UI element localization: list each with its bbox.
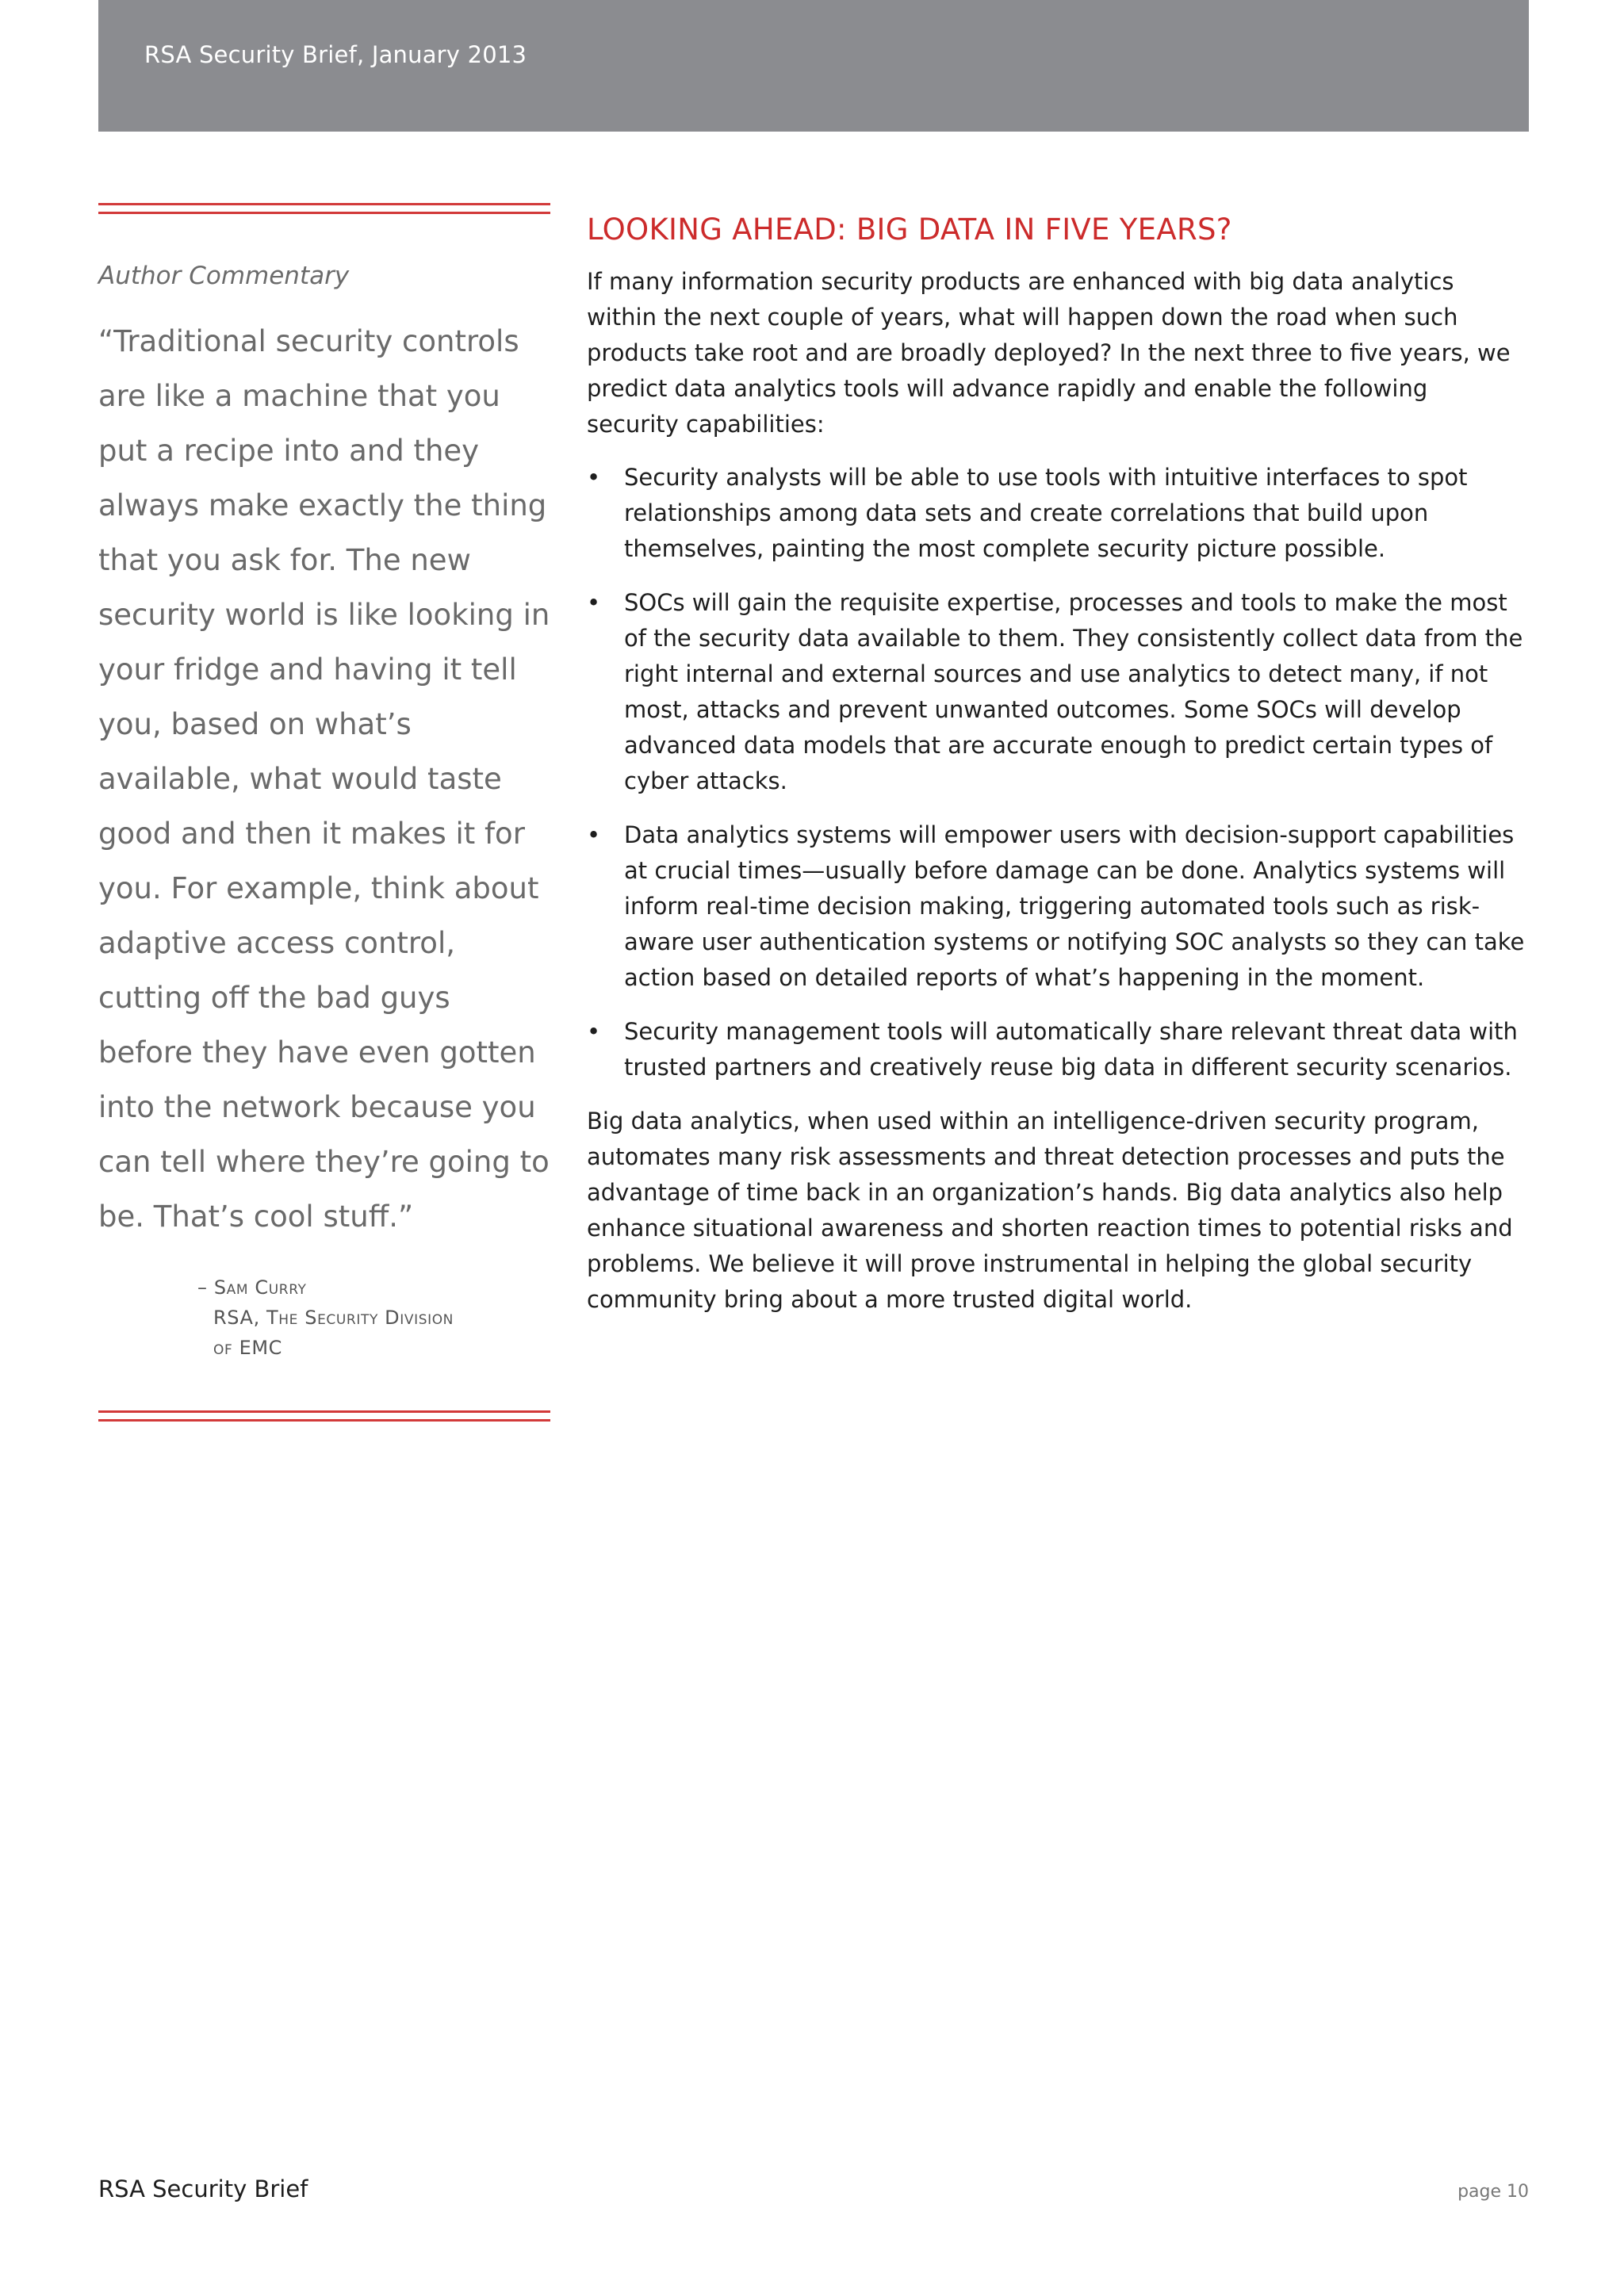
- bullet-marker: •: [587, 1018, 601, 1045]
- sidebar-heading: Author Commentary: [98, 262, 350, 290]
- list-item: [587, 460, 1526, 567]
- footer-brief-title: RSA Security Brief: [98, 2175, 308, 2202]
- attribution-org-line2: of EMC: [213, 1337, 283, 1359]
- main-content: [587, 212, 1526, 1335]
- sidebar-top-rule: [98, 203, 550, 214]
- capabilities-list: [587, 460, 1526, 1085]
- intro-paragraph: If many information security products are enhanced with big data analytics within the next couple of years, what will happen down the road when such products take root and are broadly deployed? In the next three to five years, we predict data analytics tools will advance rapidly and enable the following security capabilities:: [587, 268, 1511, 438]
- author-commentary-sidebar: [98, 203, 550, 1422]
- list-item-text: Security analysts will be able to use tools with intuitive interfaces to spot relationships among data sets and create correlations that build upon themselves, painting the most complete security picture possible.: [624, 464, 1468, 562]
- attribution-name: – Sam Curry: [197, 1276, 307, 1299]
- header-title: RSA Security Brief, January 2013: [144, 41, 527, 68]
- header-band: [98, 0, 1529, 132]
- list-item: [587, 817, 1526, 996]
- bullet-marker: •: [587, 589, 601, 616]
- author-quote: “Traditional security controls are like a machine that you put a recipe into and they always make exactly the thing that you ask for. The new security world is like looking in your fridge and having it tell you, based on what’s available, what would taste good and then it makes it for you. For example, think about adaptive access control, cutting off the bad guys before they have even gotten into the network because you can tell where they’re going to be. That’s cool stuff.”: [98, 324, 550, 1234]
- quote-attribution: [197, 1272, 550, 1363]
- list-item-text: Security management tools will automatically share relevant threat data with trusted partners and creatively reuse big data in different security scenarios.: [624, 1018, 1518, 1081]
- sidebar-bottom-rule: [98, 1410, 550, 1422]
- conclusion-paragraph: Big data analytics, when used within an intelligence-driven security program, automates many risk assessments and threat detection processes and puts the advantage of time back in an organization’s hands. Big data analytics also help enhance situational awareness and shorten reaction times to potential risks and problems. We believe it will prove instrumental in helping the global security community bring about a more trusted digital world.: [587, 1108, 1513, 1313]
- bullet-marker: •: [587, 821, 601, 848]
- list-item: [587, 1014, 1526, 1085]
- page-number: page 10: [1457, 2182, 1529, 2202]
- bullet-marker: •: [587, 464, 601, 491]
- section-heading: LOOKING AHEAD: BIG DATA IN FIVE YEARS?: [587, 212, 1232, 247]
- list-item: [587, 585, 1526, 799]
- list-item-text: SOCs will gain the requisite expertise, processes and tools to make the most of the security data available to them. They consistently collect data from the right internal and external sources and use analytics to detect many, if not most, attacks and prevent unwanted outcomes. Some SOCs will develop advanced data models that are accurate enough to predict certain types of cyber attacks.: [624, 589, 1523, 794]
- attribution-org-line1: RSA, The Security Division: [213, 1307, 454, 1329]
- list-item-text: Data analytics systems will empower users with decision-support capabilities at crucial times—usually before damage can be done. Analytics systems will inform real-time decision making, triggering automated tools such as risk-aware user authentication systems or notifying SOC analysts so they can take action based on detailed reports of what’s happening in the moment.: [624, 821, 1525, 991]
